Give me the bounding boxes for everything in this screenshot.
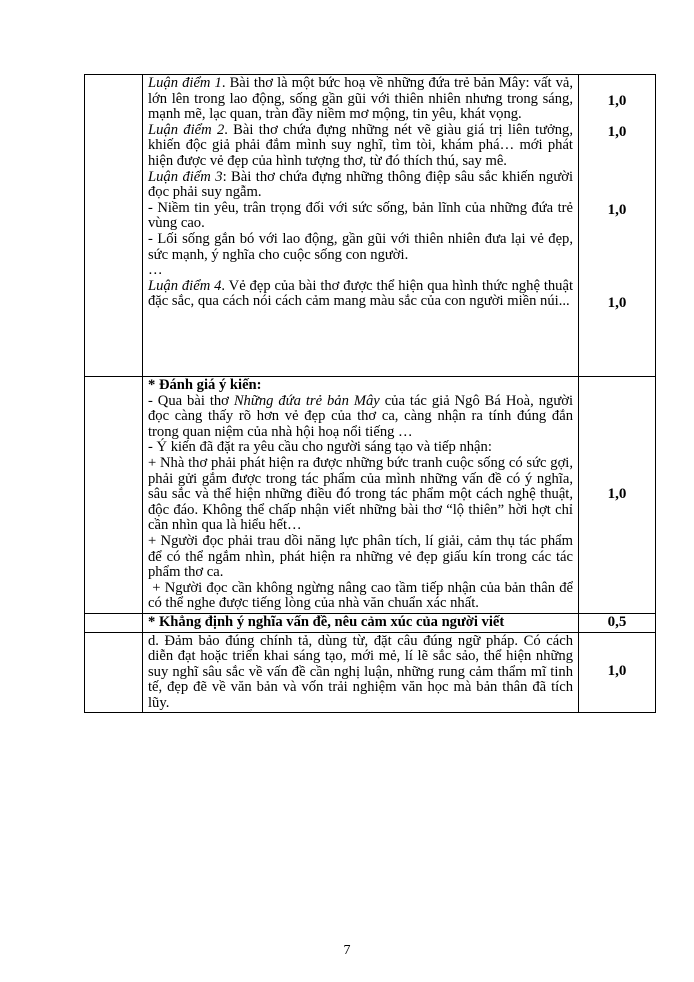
luan-diem-2-paragraph (148, 123, 573, 170)
empty-index-cell (85, 377, 143, 614)
luan-diem-4-paragraph (148, 279, 573, 310)
danh-gia-content-cell (143, 377, 579, 614)
luan-diem-score-cell (579, 75, 656, 377)
danh-gia-score-cell (579, 377, 656, 614)
d-score-cell (579, 632, 656, 713)
luan-diem-3-lead: Luận điểm 3 (148, 168, 223, 185)
grading-table (84, 74, 656, 713)
khang-dinh-heading: * Khẳng định ý nghĩa vấn đề, nêu cảm xúc của người viết (143, 613, 579, 632)
score-luan-diem-2: 1,0 (607, 124, 627, 140)
poem-title: Những đứa trẻ bản Mây (233, 392, 380, 409)
score-luan-diem-3-points: 1,0 (607, 295, 627, 311)
luan-diem-1-paragraph (148, 76, 573, 123)
danh-gia-intro (148, 394, 573, 441)
danh-gia-paragraph-1: - Ý kiến đã đặt ra yêu cầu cho người sáng tạo và tiếp nhận: (148, 439, 492, 456)
luan-diem-3-paragraph (148, 170, 573, 201)
score-khang-dinh: 0,5 (579, 613, 656, 632)
d-content-cell (143, 632, 579, 713)
d-paragraph: d. Đảm bảo đúng chính tả, dùng từ, đặt câu đúng ngữ pháp. Có cách diễn đạt hoặc triển khai sáng tạo, mới mẻ, lí lẽ sắc sảo, thể hiện những suy nghĩ sâu sắc về vấn đề cần nghị luận, những rung cảm thẩm mĩ tinh tế, đẹp đẽ về văn bản và vốn trải nghiệm văn học mà bản thân đã tích lũy. (148, 632, 573, 711)
luan-diem-1-lead: Luận điểm 1 (148, 75, 222, 91)
empty-index-cell (85, 613, 143, 632)
danh-gia-paragraph-3: + Người đọc phải trau dồi năng lực phân tích, lí giải, cảm thụ tác phẩm để có thể ngắm nhìn, phát hiện ra những vẻ đẹp giấu kín trong các tác phẩm thơ ca. (148, 532, 573, 581)
luan-diem-content-cell (143, 75, 579, 377)
luan-diem-4-text: . Vẻ đẹp của bài thơ được thể hiện qua hình thức nghệ thuật đặc sắc, qua cách nói cách cảm mang màu sắc của con người miền núi... (148, 277, 574, 310)
danh-gia-intro-after: của tác giả Ngô Bá Hoà, người đọc càng thấy rõ hơn vẻ đẹp của thơ ca, càng nhận ra tính đúng đắn trong quan niệm của nhà hội hoạ nổi tiếng … (148, 392, 574, 440)
danh-gia-heading: * Đánh giá ý kiến: (148, 377, 262, 393)
empty-index-cell (85, 632, 143, 713)
luan-diem-3-point-a: - Niềm tin yêu, trân trọng đối với sức sống, bản lĩnh của những đứa trẻ vùng cao. (148, 199, 573, 232)
score-danh-gia: 1,0 (607, 486, 627, 503)
table-row-d (85, 632, 656, 713)
luan-diem-1-text: . Bài thơ là một bức hoạ về những đứa trẻ bản Mây: vất vả, lớn lên trong lao động, sống gần gũi với thiên nhiên nhưng trong sáng, mạnh mẽ, lạc quan, tràn đầy niềm mơ mộng, tin yêu, khát vọng. (148, 75, 573, 123)
luan-diem-3-text: : Bài thơ chứa đựng những thông điệp sâu sắc khiến người đọc phải suy ngẫm. (148, 168, 573, 201)
table-row-danh-gia (85, 377, 656, 614)
luan-diem-4-lead: Luận điểm 4 (148, 277, 222, 294)
luan-diem-2-lead: Luận điểm 2 (148, 121, 225, 138)
ellipsis-line: … (148, 262, 163, 279)
score-luan-diem-3: 1,0 (607, 202, 627, 218)
page-number: 7 (343, 943, 351, 958)
luan-diem-3-point-b: - Lối sống gắn bó với lao động, gần gũi với thiên nhiên đưa lại vẻ đẹp, sức mạnh, ý nghĩa cho cuộc sống con người. (148, 230, 573, 263)
score-luan-diem-1: 1,0 (607, 93, 627, 109)
danh-gia-intro-before: - Qua bài thơ (148, 392, 234, 409)
empty-index-cell (85, 75, 143, 377)
table-row-luan-diem (85, 75, 656, 377)
danh-gia-paragraph-4: + Người đọc cần không ngừng nâng cao tầm tiếp nhận của bản thân để có thể nghe được tiếng lòng của nhà văn chuẩn xác nhất. (148, 579, 577, 612)
luan-diem-2-text: . Bài thơ chứa đựng những nét vẽ giàu giá trị liên tưởng, khiến độc giả phải đắm mình suy nghĩ, tìm tòi, khám phá… mới phát hiện được vẻ đẹp của hình tượng thơ, từ đó thích thú, say mê. (148, 121, 573, 169)
score-d: 1,0 (607, 662, 627, 679)
table-row-khang-dinh (85, 613, 656, 632)
danh-gia-paragraph-2: + Nhà thơ phải phát hiện ra được những bức tranh cuộc sống có sức gợi, phải gửi gắm được trong tác phẩm của mình những vấn đề có ý nghĩa, sâu sắc và thể hiện những điều đó trong tác phẩm một cách nghệ thuật, độc đáo. Không thể chấp nhận viết những bài thơ “lộ thiên” hời hợt chỉ cần nhìn qua là hiểu hết… (148, 454, 573, 534)
